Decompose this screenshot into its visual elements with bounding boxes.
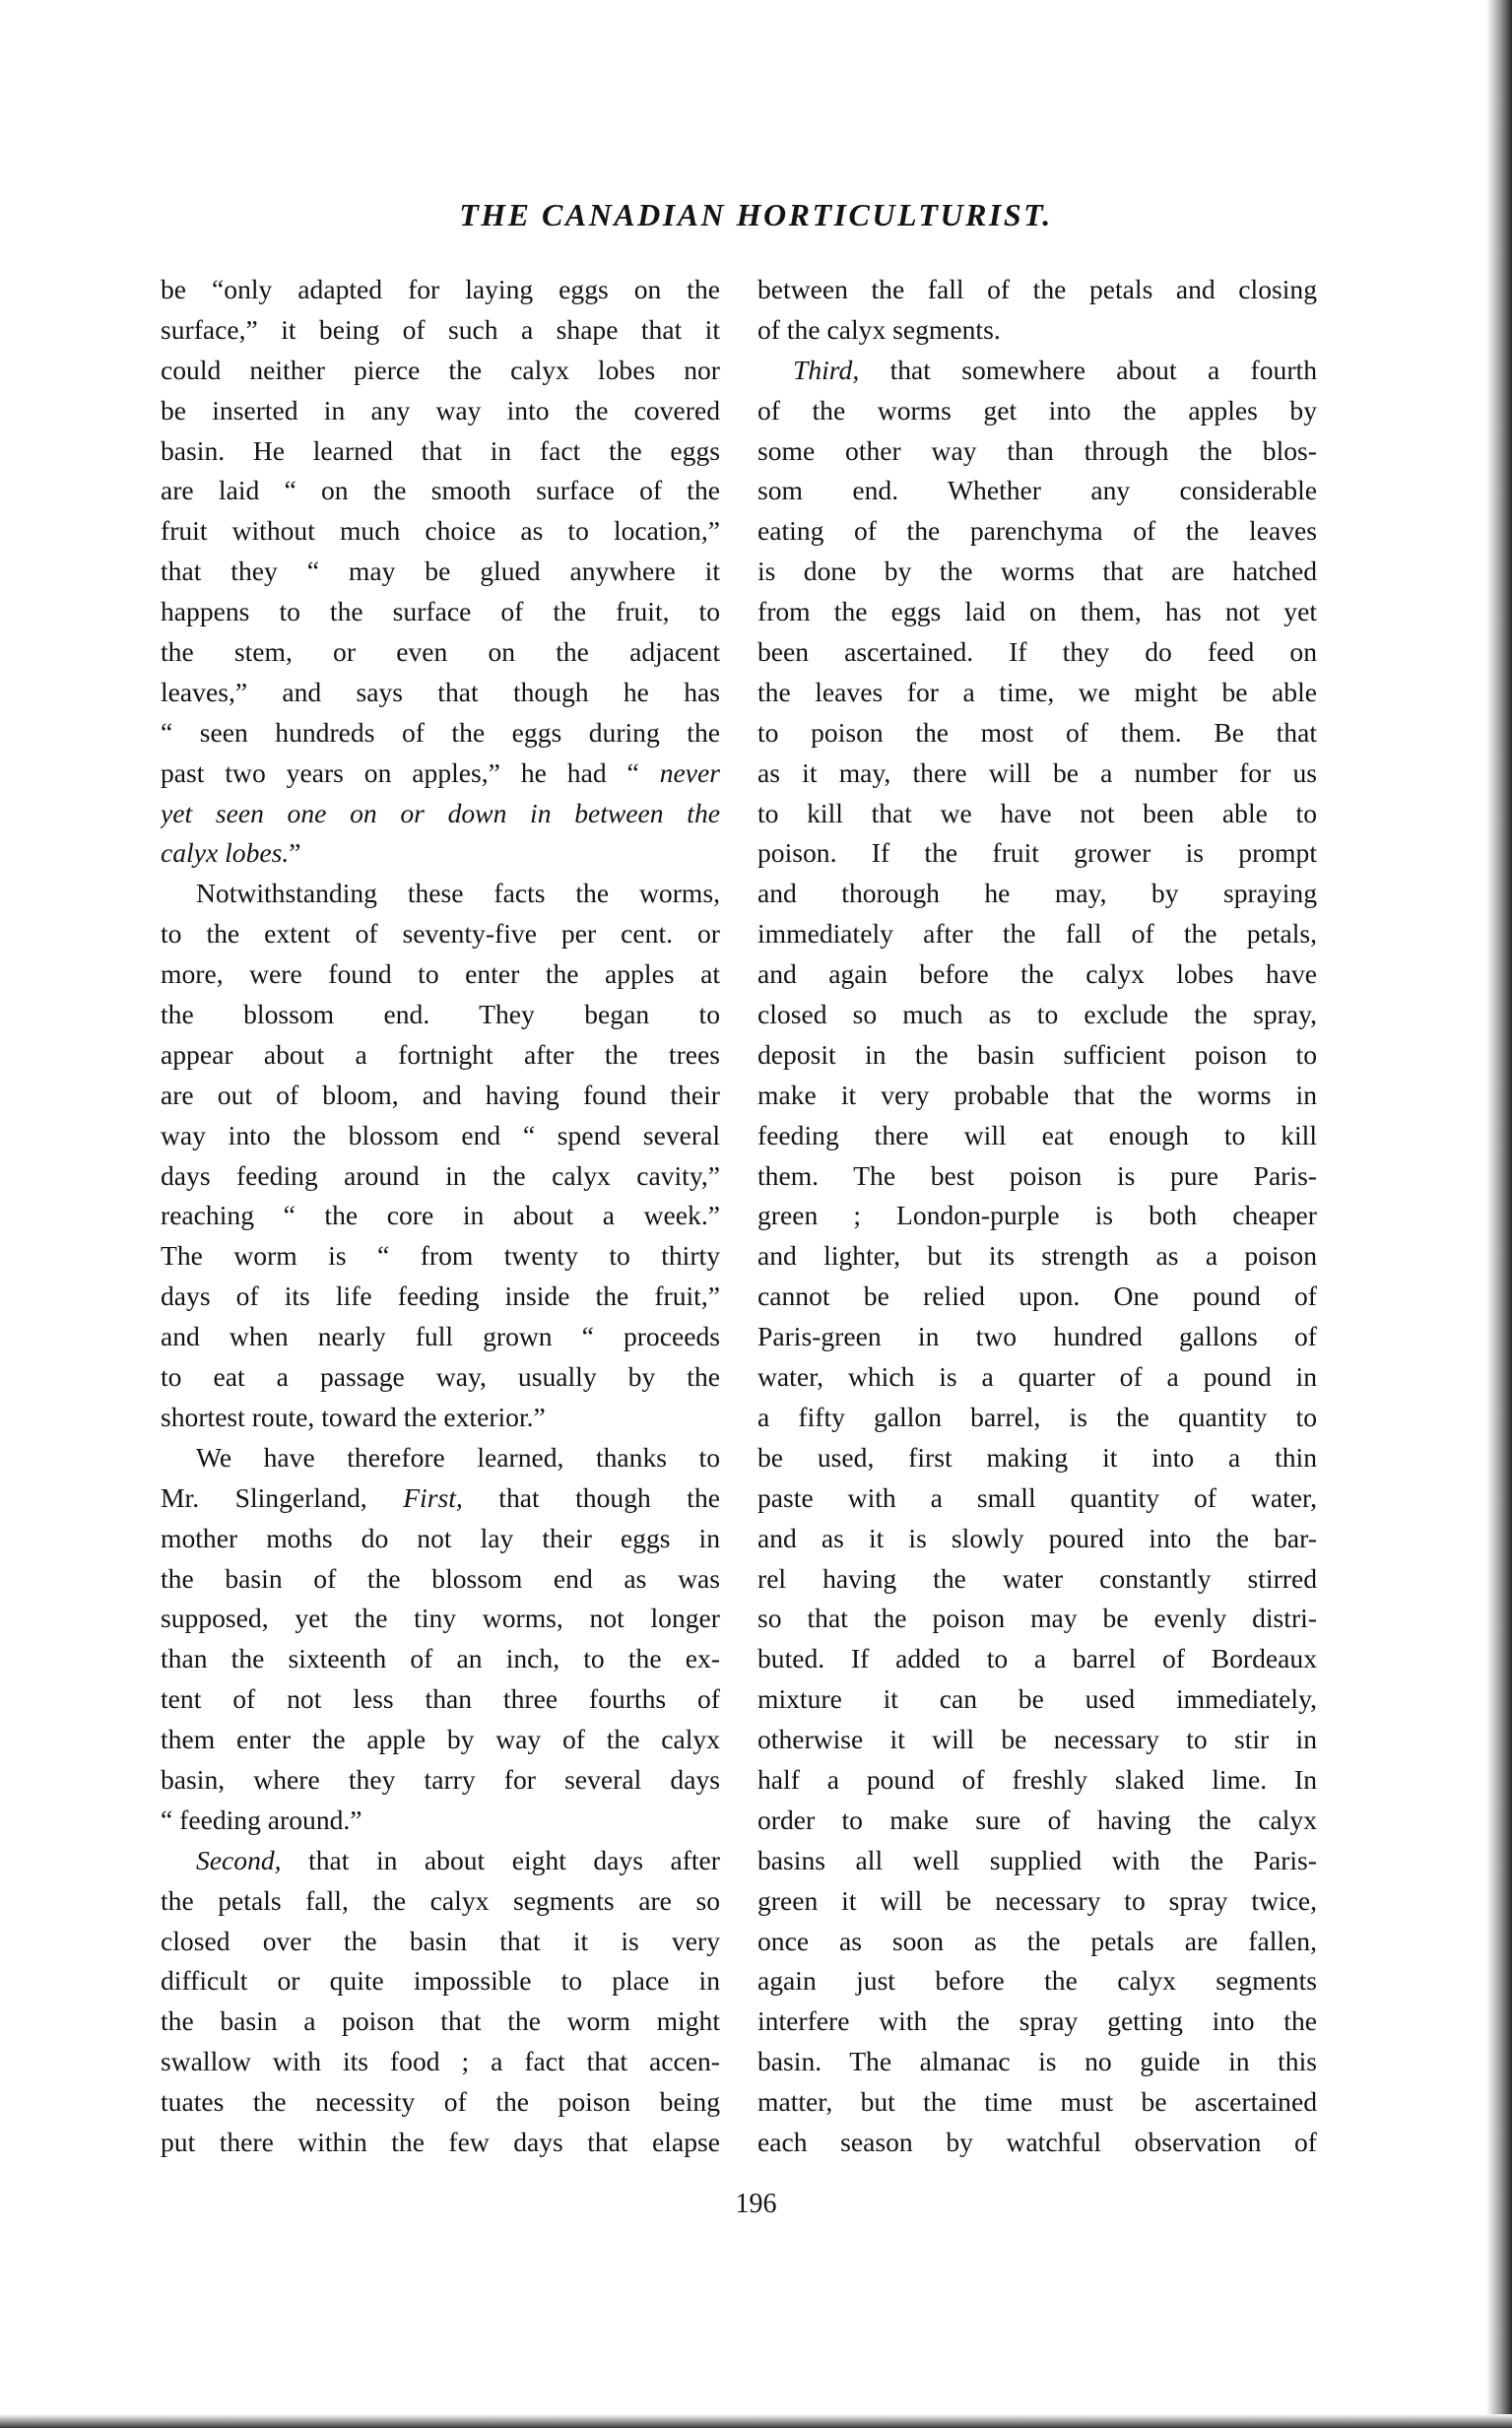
- text-line: [757, 270, 1317, 310]
- text-run: past two years on apples,” he had “: [161, 756, 660, 788]
- text-run: closed so much as to exclude the spray,: [757, 999, 1317, 1030]
- text-line: [757, 632, 1317, 673]
- text-line: [757, 471, 1317, 511]
- text-line: [757, 1881, 1317, 1922]
- text-run: tuates the necessity of the poison being: [161, 2086, 720, 2118]
- text-line: [757, 1922, 1317, 1962]
- text-run: from the eggs laid on them, has not yet: [757, 596, 1317, 627]
- text-run: tent of not less than three fourths of: [161, 1683, 720, 1715]
- text-line: [161, 2042, 720, 2082]
- text-line: [161, 874, 720, 914]
- text-line: [757, 511, 1317, 552]
- text-line: [161, 1357, 720, 1398]
- text-line: [161, 1156, 720, 1197]
- text-run: closed over the basin that it is very: [161, 1925, 720, 1956]
- text-line: [757, 1236, 1317, 1277]
- text-run: basin. He learned that in fact the eggs: [161, 434, 720, 466]
- text-line: [757, 1961, 1317, 2001]
- text-line: [757, 2123, 1317, 2163]
- text-run: that though the: [462, 1481, 720, 1513]
- text-run: basins all well supplied with the Paris-: [757, 1844, 1317, 1875]
- text-run: paste with a small quantity of water,: [757, 1481, 1317, 1513]
- text-line: [161, 471, 720, 511]
- text-run: more, were found to enter the apples at: [161, 958, 720, 990]
- text-line: [161, 1841, 720, 1881]
- text-line: [161, 995, 720, 1035]
- text-run: deposit in the basin sufficient poison to: [757, 1038, 1317, 1070]
- text-line: [161, 1438, 720, 1478]
- text-run: to eat a passage way, usually by the: [161, 1361, 720, 1393]
- text-run: basin, where they tarry for several days: [161, 1763, 720, 1795]
- text-run: water, which is a quarter of a pound in: [757, 1361, 1317, 1393]
- text-line: [757, 874, 1317, 914]
- text-run: the blossom end. They began to: [161, 999, 720, 1030]
- text-run: be inserted in any way into the covered: [161, 394, 720, 426]
- text-line: [161, 1478, 720, 1519]
- text-line: [757, 552, 1317, 592]
- text-line: [161, 1801, 720, 1841]
- text-run: ”: [289, 837, 301, 869]
- text-run: buted. If added to a barrel of Bordeaux: [757, 1643, 1317, 1674]
- text-line: [161, 391, 720, 431]
- text-run: fruit without much choice as to location,”: [161, 515, 720, 547]
- text-run: days feeding around in the calyx cavity,”: [161, 1159, 720, 1191]
- text-run: green it will be necessary to spray twice,: [757, 1884, 1317, 1916]
- text-run: “ seen hundreds of the eggs during the: [161, 716, 720, 748]
- text-run: basin. The almanac is no guide in this: [757, 2046, 1317, 2077]
- text-line: [161, 673, 720, 713]
- text-line: [161, 2001, 720, 2042]
- text-run: mixture it can be used immediately,: [757, 1683, 1317, 1715]
- text-line: [757, 1478, 1317, 1519]
- text-line: [757, 1639, 1317, 1679]
- text-line: [757, 754, 1317, 794]
- text-run: interfere with the spray getting into the: [757, 2005, 1317, 2037]
- text-run: days of its life feeding inside the fruit,”: [161, 1280, 720, 1312]
- text-line: [757, 310, 1317, 351]
- text-run: are laid “ on the smooth surface of the: [161, 475, 720, 506]
- text-run: half a pound of freshly slaked lime. In: [757, 1763, 1317, 1795]
- text-line: [757, 2001, 1317, 2042]
- text-line: [161, 351, 720, 391]
- text-run: to the extent of seventy-five per cent. or: [161, 918, 720, 950]
- text-run: to poison the most of them. Be that: [757, 716, 1317, 748]
- text-run: once as soon as the petals are fallen,: [757, 1925, 1317, 1956]
- text-line: [161, 1236, 720, 1277]
- text-line: [161, 552, 720, 592]
- text-line: [757, 1116, 1317, 1156]
- text-run: each season by watchful observation of: [757, 2126, 1317, 2157]
- text-line: [161, 794, 720, 834]
- text-run: shortest route, toward the exterior.”: [161, 1401, 546, 1432]
- text-line: [757, 954, 1317, 995]
- text-line: [161, 1398, 720, 1438]
- text-run: be used, first making it into a thin: [757, 1441, 1317, 1473]
- text-line: [161, 1116, 720, 1156]
- text-run: matter, but the time must be ascertained: [757, 2086, 1317, 2118]
- text-line: [161, 592, 720, 632]
- text-run: and lighter, but its strength as a poison: [757, 1240, 1317, 1272]
- text-run: again just before the calyx segments: [757, 1965, 1317, 1997]
- text-line: [757, 1801, 1317, 1841]
- text-line: [757, 1357, 1317, 1398]
- text-line: [757, 1841, 1317, 1881]
- page-number: 196: [735, 2189, 777, 2219]
- italic-text: Third,: [793, 354, 860, 385]
- text-run: Notwithstanding these facts the worms,: [196, 878, 720, 909]
- text-line: [757, 1277, 1317, 1317]
- text-run: green ; London-purple is both cheaper: [757, 1200, 1317, 1231]
- text-line: [161, 833, 720, 874]
- text-line: [161, 1035, 720, 1076]
- text-run: that they “ may be glued anywhere it: [161, 556, 720, 587]
- text-line: [161, 632, 720, 673]
- text-line: [757, 673, 1317, 713]
- text-run: make it very probable that the worms in: [757, 1079, 1317, 1110]
- text-line: [757, 1076, 1317, 1116]
- text-run: leaves,” and says that though he has: [161, 676, 720, 707]
- text-run: could neither pierce the calyx lobes nor: [161, 354, 720, 385]
- text-run: surface,” it being of such a shape that it: [161, 313, 720, 345]
- italic-text: First,: [403, 1481, 463, 1513]
- text-run: Paris-green in two hundred gallons of: [757, 1321, 1317, 1352]
- text-run: supposed, yet the tiny worms, not longer: [161, 1603, 720, 1634]
- text-line: [757, 1720, 1317, 1760]
- text-run: The worm is “ from twenty to thirty: [161, 1240, 720, 1272]
- text-line: [757, 1559, 1317, 1600]
- text-run: between the fall of the petals and closing: [757, 274, 1317, 304]
- text-line: [757, 833, 1317, 874]
- text-run: the petals fall, the calyx segments are so: [161, 1884, 720, 1916]
- text-run: and as it is slowly poured into the bar-: [757, 1522, 1317, 1553]
- text-run: them. The best poison is pure Paris-: [757, 1159, 1317, 1191]
- text-line: [161, 954, 720, 995]
- text-line: [757, 1438, 1317, 1478]
- text-run: of the worms get into the apples by: [757, 394, 1317, 426]
- text-run: appear about a fortnight after the trees: [161, 1038, 720, 1070]
- text-run: the basin a poison that the worm might: [161, 2005, 720, 2037]
- text-line: [757, 1398, 1317, 1438]
- text-line: [757, 2042, 1317, 2082]
- text-run: cannot be relied upon. One pound of: [757, 1280, 1317, 1312]
- text-run: eating of the parenchyma of the leaves: [757, 515, 1317, 547]
- page-edge-shadow-right: [1486, 0, 1512, 2428]
- text-line: [757, 1519, 1317, 1559]
- text-line: [757, 995, 1317, 1035]
- text-line: [757, 1760, 1317, 1801]
- text-line: [757, 1035, 1317, 1076]
- text-run: to kill that we have not been able to: [757, 797, 1317, 828]
- text-run: difficult or quite impossible to place in: [161, 1965, 720, 1997]
- text-line: [161, 1277, 720, 1317]
- text-line: [757, 2082, 1317, 2123]
- text-run: the leaves for a time, we might be able: [757, 676, 1317, 707]
- text-run: and again before the calyx lobes have: [757, 958, 1317, 990]
- text-run: that somewhere about a fourth: [859, 354, 1317, 385]
- text-run: of the calyx segments.: [757, 313, 1001, 345]
- text-run: that in about eight days after: [281, 1844, 720, 1875]
- text-run: so that the poison may be evenly distri-: [757, 1603, 1317, 1634]
- text-line: [161, 511, 720, 552]
- text-run: Mr. Slingerland,: [161, 1481, 404, 1513]
- text-line: [161, 1559, 720, 1600]
- text-line: [161, 270, 720, 310]
- text-run: and when nearly full grown “ proceeds: [161, 1321, 720, 1352]
- text-run: immediately after the fall of the petals,: [757, 918, 1317, 950]
- text-line: [161, 1760, 720, 1801]
- text-line: [161, 713, 720, 754]
- text-run: rel having the water constantly stirred: [757, 1562, 1317, 1594]
- text-line: [161, 1961, 720, 2001]
- text-line: [161, 2082, 720, 2123]
- text-line: [161, 754, 720, 794]
- text-line: [757, 351, 1317, 391]
- text-run: We have therefore learned, thanks to: [196, 1441, 720, 1473]
- text-line: [161, 1922, 720, 1962]
- italic-text: Second,: [196, 1844, 282, 1875]
- text-line: [161, 1196, 720, 1236]
- running-head: THE CANADIAN HORTICULTURIST.: [459, 197, 1053, 232]
- left-column: [161, 270, 720, 2163]
- text-run: the basin of the blossom end as was: [161, 1562, 720, 1594]
- italic-text: calyx lobes.: [161, 837, 290, 869]
- text-run: happens to the surface of the fruit, to: [161, 596, 720, 627]
- text-run: order to make sure of having the calyx: [757, 1804, 1317, 1835]
- text-line: [161, 1076, 720, 1116]
- text-line: [757, 794, 1317, 834]
- text-line: [161, 1599, 720, 1639]
- text-run: som end. Whether any considerable: [757, 475, 1317, 506]
- text-line: [161, 1881, 720, 1922]
- italic-text: never: [659, 756, 720, 788]
- right-column: [757, 270, 1317, 2163]
- text-run: put there within the few days that elapse: [161, 2126, 720, 2157]
- text-run: are out of bloom, and having found their: [161, 1079, 720, 1110]
- text-line: [757, 1317, 1317, 1357]
- text-line: [757, 592, 1317, 632]
- text-line: [757, 431, 1317, 472]
- text-run: the stem, or even on the adjacent: [161, 636, 720, 668]
- text-line: [161, 1639, 720, 1679]
- text-run: as it may, there will be a number for us: [757, 756, 1317, 788]
- text-line: [161, 310, 720, 351]
- text-run: some other way than through the blos-: [757, 434, 1317, 466]
- text-line: [757, 1599, 1317, 1639]
- page-edge-shadow-bottom: [0, 2414, 1512, 2428]
- text-run: mother moths do not lay their eggs in: [161, 1522, 720, 1553]
- text-run: swallow with its food ; a fact that accen-: [161, 2046, 720, 2077]
- text-run: feeding there will eat enough to kill: [757, 1119, 1317, 1150]
- text-line: [161, 914, 720, 954]
- text-line: [757, 391, 1317, 431]
- text-line: [161, 431, 720, 472]
- text-line: [161, 1679, 720, 1720]
- text-run: “ feeding around.”: [161, 1804, 362, 1835]
- text-line: [161, 1317, 720, 1357]
- text-line: [757, 713, 1317, 754]
- text-run: reaching “ the core in about a week.”: [161, 1200, 720, 1231]
- text-run: otherwise it will be necessary to stir in: [757, 1724, 1317, 1755]
- text-run: is done by the worms that are hatched: [757, 556, 1317, 587]
- text-line: [161, 1720, 720, 1760]
- text-run: been ascertained. If they do feed on: [757, 636, 1317, 668]
- text-run: a fifty gallon barrel, is the quantity to: [757, 1401, 1317, 1432]
- text-line: [757, 1679, 1317, 1720]
- text-run: poison. If the fruit grower is prompt: [757, 837, 1317, 869]
- text-line: [161, 2123, 720, 2163]
- text-run: way into the blossom end “ spend several: [161, 1119, 720, 1150]
- text-run: be “only adapted for laying eggs on the: [161, 274, 720, 304]
- text-line: [757, 1156, 1317, 1197]
- text-line: [757, 1196, 1317, 1236]
- text-run: than the sixteenth of an inch, to the ex-: [161, 1643, 720, 1674]
- text-line: [161, 1519, 720, 1559]
- text-run: and thorough he may, by spraying: [757, 878, 1317, 909]
- text-run: them enter the apple by way of the calyx: [161, 1724, 720, 1755]
- text-line: [757, 914, 1317, 954]
- italic-text: yet seen one on or down in between the: [161, 797, 720, 828]
